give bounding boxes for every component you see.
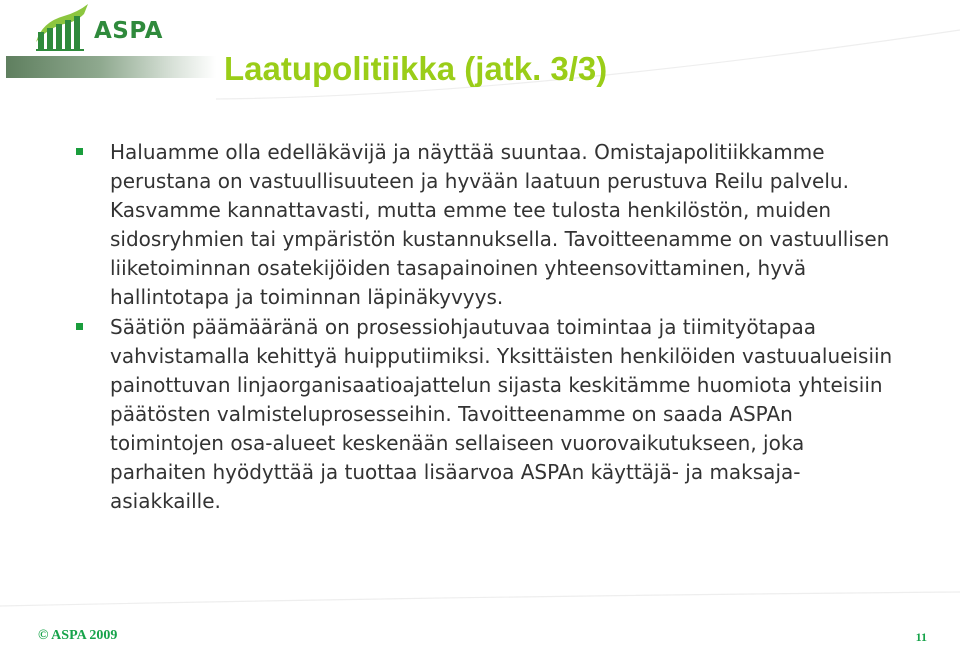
bar-chart-logo-icon <box>34 2 94 52</box>
bullet-list <box>74 138 894 517</box>
page-number: 11 <box>915 630 927 644</box>
aspa-logo <box>34 2 194 54</box>
header-gradient-bar <box>6 56 216 78</box>
square-bullet-icon <box>76 323 83 330</box>
bullet-text: Säätiön päämääränä on prosessiohjautuvaa toimintaa ja tiimityötapaa vahvistamalla kehittyä huipputiimiksi. Yksittäisten henkilöiden vastuualueisiin painottuvan linjaorganisaatioajattelun sijasta keskitämme huomiota yhteisiin päätösten valmisteluprosesseihin. Tavoitteenamme on saada ASPAn toimintojen osa-alueet keskenään sellaiseen vuorovaikutukseen, joka parhaiten hyödyttää ja tuottaa lisäarvoa ASPAn käyttäjä- ja maksaja-asiakkaille. <box>110 315 893 513</box>
footer-decor-curve <box>0 590 960 610</box>
bullet-item <box>74 313 894 516</box>
logo-text: ASPA <box>94 18 163 44</box>
bullet-item <box>74 138 894 312</box>
square-bullet-icon <box>76 148 83 155</box>
bullet-text: Haluamme olla edelläkävijä ja näyttää suuntaa. Omistajapolitiikkamme perustana on vastuullisuuteen ja hyvään laatuun perustuva Reilu palvelu. Kasvamme kannattavasti, mutta emme tee tulosta henkilöstön, muiden sidosryhmien tai ympäristön kustannuksella. Tavoitteenamme on vastuullisen liiketoiminnan osatekijöiden tasapainoinen yhteensovittaminen, hyvä hallintotapa ja toiminnan läpinäkyvyys. <box>110 140 890 309</box>
footer-copyright: © ASPA 2009 <box>38 628 118 643</box>
page-title: Laatupolitiikka (jatk. 3/3) <box>224 50 608 87</box>
